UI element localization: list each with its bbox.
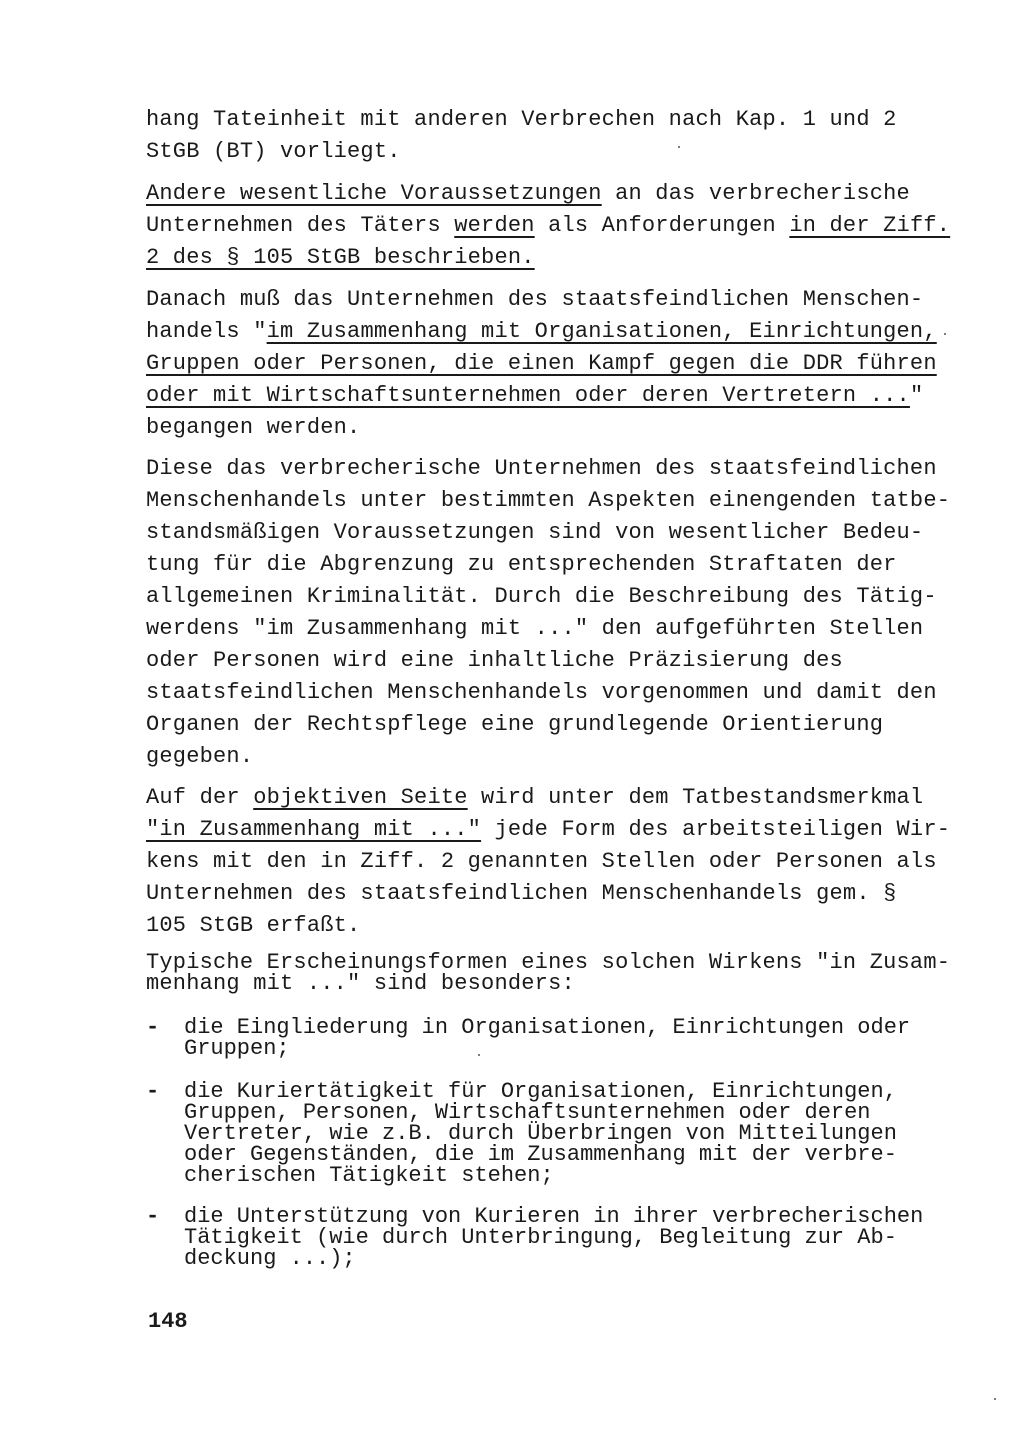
- paragraph-5: [146, 782, 951, 942]
- text-line: deckung ...);: [184, 1246, 356, 1271]
- text-segment: ": [909, 383, 924, 408]
- scan-speck: [994, 1398, 996, 1400]
- text-line: begangen werden.: [146, 415, 361, 440]
- paragraph-6: [146, 950, 951, 996]
- text-line: [146, 242, 946, 274]
- text-line: menhang mit ..." sind besonders:: [146, 971, 575, 996]
- underlined-phrase: 2 des § 105 StGB beschrieben.: [146, 245, 535, 270]
- text-line: Danach muß das Unternehmen des staatsfeindlichen Menschen-: [146, 287, 924, 312]
- scan-speck: [678, 146, 680, 148]
- scan-speck: [478, 1054, 480, 1056]
- text-line: oder Gegenständen, die im Zusammenhang mit der verbre-: [184, 1142, 897, 1167]
- text-segment: als Anforderungen: [534, 213, 790, 238]
- list-item-text: [184, 1206, 923, 1269]
- text-line: [146, 316, 946, 348]
- scan-speck: [944, 333, 946, 335]
- underlined-phrase: in der Ziff.: [789, 213, 951, 238]
- underlined-phrase: objektiven Seite: [253, 785, 468, 810]
- text-segment: Unternehmen des Täters: [146, 213, 455, 238]
- text-line: Gruppen, Personen, Wirtschaftsunternehmen oder deren: [184, 1100, 871, 1125]
- text-line: Unternehmen des staatsfeindlichen Menschenhandels gem. §: [146, 881, 897, 906]
- paragraph-2: [146, 178, 951, 274]
- text-line: [146, 814, 951, 846]
- paragraph-3: [146, 284, 946, 444]
- page-number: 148: [148, 1309, 188, 1334]
- text-line: die Unterstützung von Kurieren in ihrer verbrecherischen: [184, 1204, 924, 1229]
- underlined-phrase: Andere wesentliche Voraussetzungen: [146, 181, 602, 206]
- text-line: Gruppen;: [184, 1036, 290, 1061]
- list-item-text: [184, 1081, 897, 1186]
- text-line: standsmäßigen Voraussetzungen sind von wesentlicher Bedeu-: [146, 520, 924, 545]
- text-line: hang Tateinheit mit anderen Verbrechen nach Kap. 1 und 2: [146, 107, 897, 132]
- text-line: Vertreter, wie z.B. durch Überbringen von Mitteilungen: [184, 1121, 897, 1146]
- paragraph-1: [146, 104, 946, 168]
- text-line: kens mit den in Ziff. 2 genannten Stellen oder Personen als: [146, 849, 937, 874]
- text-segment: handels ": [146, 319, 267, 344]
- text-line: werdens "im Zusammenhang mit ..." den aufgeführten Stellen: [146, 616, 924, 641]
- text-line: die Kuriertätigkeit für Organisationen, Einrichtungen,: [184, 1079, 897, 1104]
- underlined-phrase: oder mit Wirtschaftsunternehmen oder deren Vertretern ...: [146, 383, 910, 408]
- text-line: Tätigkeit (wie durch Unterbringung, Begleitung zur Ab-: [184, 1225, 897, 1250]
- dash-bullet: -: [146, 1204, 160, 1229]
- text-line: tung für die Abgrenzung zu entsprechenden Straftaten der: [146, 552, 897, 577]
- list-item-text: [184, 1017, 910, 1059]
- text-line: [146, 348, 946, 380]
- text-segment: Auf der: [146, 785, 254, 810]
- text-line: Organen der Rechtspflege eine grundlegende Orientierung: [146, 712, 884, 737]
- text-line: StGB (BT) vorliegt.: [146, 139, 401, 164]
- text-segment: wird unter dem Tatbestandsmerkmal: [467, 785, 924, 810]
- text-line: Typische Erscheinungsformen eines solchen Wirkens "in Zusam-: [146, 950, 951, 975]
- text-line: [146, 380, 946, 412]
- underlined-phrase: "in Zusammenhang mit ...": [146, 817, 482, 842]
- text-line: [146, 782, 946, 814]
- dash-bullet: -: [146, 1015, 160, 1040]
- text-line: gegeben.: [146, 744, 254, 769]
- text-line: Diese das verbrecherische Unternehmen des staatsfeindlichen: [146, 456, 937, 481]
- text-segment: an das verbrecherische: [601, 181, 910, 206]
- underlined-phrase: Gruppen oder Personen, die einen Kampf gegen die DDR führen: [146, 351, 937, 376]
- text-line: cherischen Tätigkeit stehen;: [184, 1163, 554, 1188]
- underlined-phrase: im Zusammenhang mit Organisationen, Einrichtungen,: [266, 319, 937, 344]
- text-line: [146, 210, 951, 242]
- text-segment: jede Form des arbeitsteiligen Wir-: [481, 817, 951, 842]
- dash-bullet: -: [146, 1079, 160, 1104]
- paragraph-4: [146, 453, 951, 773]
- text-line: Menschenhandels unter bestimmten Aspekten einengenden tatbe-: [146, 488, 951, 513]
- text-line: oder Personen wird eine inhaltliche Präzisierung des: [146, 648, 843, 673]
- text-line: allgemeinen Kriminalität. Durch die Beschreibung des Tätig-: [146, 584, 937, 609]
- text-line: die Eingliederung in Organisationen, Einrichtungen oder: [184, 1015, 911, 1040]
- underlined-phrase: werden: [454, 213, 535, 238]
- text-line: [146, 178, 946, 210]
- text-line: staatsfeindlichen Menschenhandels vorgenommen und damit den: [146, 680, 937, 705]
- text-line: 105 StGB erfaßt.: [146, 913, 361, 938]
